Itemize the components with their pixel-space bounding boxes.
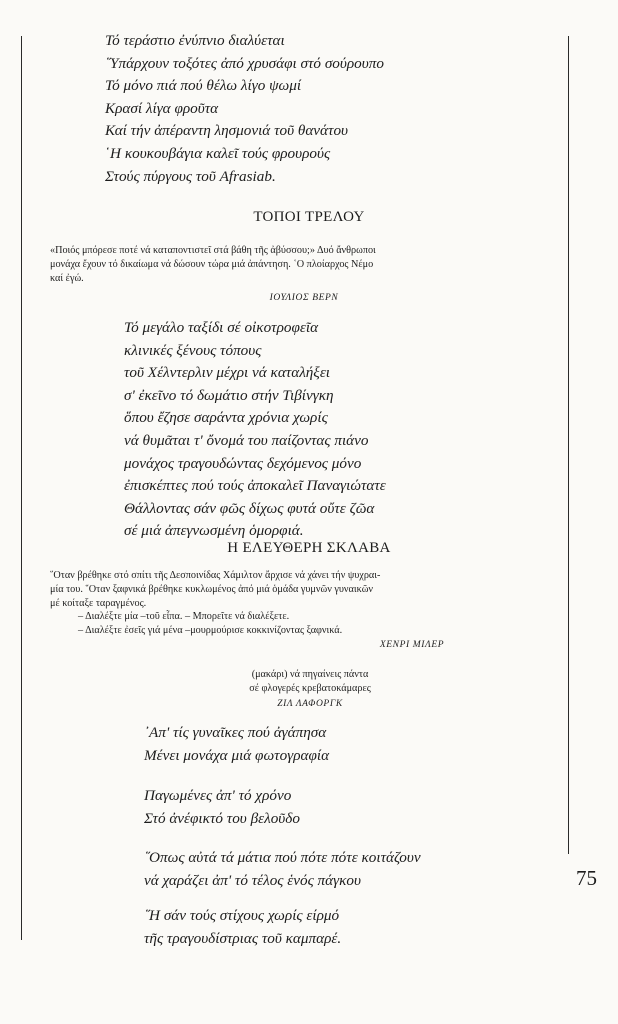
page-number: 75: [576, 866, 597, 890]
poem-line: νά θυμᾶται τ' ὄνομά του παίζοντας πιάνο: [124, 431, 369, 449]
poem-line: ῞Υπάρχουν τοξότες ἀπό χρυσάφι στό σούρουπο: [105, 54, 384, 72]
poem-line: ᾿Απ' τίς γυναῖκες πού ἀγάπησα: [144, 724, 327, 741]
poem-line: Θάλλοντας σάν φῶς δίχως φυτά οὔτε ζῶα: [124, 499, 375, 517]
section2-second-epigraph-attribution: ΖΙΛ ΛΑΦΟΡΓΚ: [277, 699, 343, 709]
poem-line: νά χαράζει ἀπ' τό τέλος ἑνός πάγκου: [144, 871, 361, 889]
poem-line: Μένει μονάχα μιά φωτογραφία: [144, 746, 330, 764]
section2-stanza: [144, 722, 329, 767]
section-title-eleftheri-sklava: Η ΕΛΕΥΘΕΡΗ ΣΚΛΑΒΑ: [227, 540, 391, 556]
epigraph-dialogue-line: – Διαλέξτε μία –τοῦ εἶπα. – Μπορεῖτε νά διαλέξετε.: [78, 611, 290, 623]
epigraph-line: (μακάρι) νά πηγαίνεις πάντα: [251, 669, 369, 680]
section2-epigraph: [50, 569, 380, 638]
top-poem: [105, 30, 384, 188]
epigraph-line: σέ φλογερές κρεβατοκάμαρες: [249, 683, 371, 694]
poem-line: σέ μιά ἀπεγνωσμένη ὁμορφιά.: [124, 522, 304, 540]
poem-line: Κρασί λίγα φροῦτα: [105, 99, 219, 117]
poem-line: ἐπισκέπτες πού τούς ἀποκαλεῖ Παναγιώτατε: [124, 477, 386, 495]
right-margin-rule: [568, 36, 569, 854]
poem-line: Καί τήν ἀπέραντη λησμονιά τοῦ θανάτου: [105, 122, 349, 140]
poem-line: τῆς τραγουδίστριας τοῦ καμπαρέ.: [144, 929, 342, 947]
poem-line: μονάχος τραγουδώντας δεχόμενος μόνο: [124, 454, 362, 472]
poem-line: ῞Η σάν τούς στίχους χωρίς είρμό: [144, 907, 340, 924]
section2-stanza: [144, 905, 341, 950]
poem-line: σ' ἐκεῖνο τό δωμάτιο στήν Τιβίνγκη: [124, 386, 334, 404]
epigraph-line: μέ κοίταξε ταραγμένος.: [50, 597, 147, 609]
poem-line: ῞Οπως αὐτά τά μάτια πού πότε πότε κοιτάζουν: [144, 849, 421, 866]
section2-second-epigraph: [180, 668, 440, 696]
poem-line: ῾Η κουκουβάγια καλεῖ τούς φρουρούς: [105, 144, 331, 162]
poem-line: κλινικές ξένους τόπους: [124, 341, 262, 359]
section2-epigraph-attribution: ΧΕΝΡΙ ΜΙΛΕΡ: [379, 640, 445, 650]
poem-line: τοῦ Χέλντερλιν μέχρι νά καταλήξει: [124, 364, 331, 382]
section2-stanza: [144, 847, 421, 892]
poem-line: ὅπου ἔζησε σαράντα χρόνια χωρίς: [124, 409, 328, 427]
section1-poem: [124, 317, 386, 543]
poem-line: Τό μεγάλο ταξίδι σέ οἰκοτροφεῖα: [124, 319, 319, 336]
section1-epigraph: [50, 244, 376, 285]
poem-line: Στούς πύργους τοῦ Afrasiab.: [105, 167, 276, 185]
poem-line: Τό μόνο πιά πού θέλω λίγο ψωμί: [105, 77, 302, 95]
poem-line: Στό ἀνέφικτό του βελοῦδο: [144, 809, 300, 827]
left-margin-rule: [21, 36, 22, 940]
epigraph-dialogue-line: – Διαλέξτε ἐσεῖς γιά μένα –μουρμούρισε κοκκινίζοντας ξαφνικά.: [78, 625, 343, 637]
poem-line: Τό τεράστιο ἐνύπνιο διαλύεται: [105, 32, 285, 49]
section-title-topoi-trelou: ΤΟΠΟΙ ΤΡΕΛΟΥ: [253, 209, 365, 225]
epigraph-line: καί ἐγώ.: [50, 272, 84, 284]
section2-stanza: [144, 785, 300, 830]
epigraph-line: μία του. ῞Οταν ξαφνικά βρέθηκε κυκλωμένος ἀπό μιά ὁμάδα γυμνῶν γυναικῶν: [50, 583, 374, 595]
poem-line: Παγωμένες ἀπ' τό χρόνο: [144, 787, 292, 804]
epigraph-line: ῞Οταν βρέθηκε στό σπίτι τῆς Δεσποινίδας Χάμιλτον ἄρχισε νά χάνει τήν ψυχραι-: [50, 570, 381, 581]
epigraph-line: «Ποιός μπόρεσε ποτέ νά καταποντιστεῖ στά βάθη τῆς ἀβύσσου;» Δυό ἄνθρωποι: [50, 245, 376, 256]
epigraph-line: μονάχα ἔχουν τό δικαίωμα νά δώσουν τώρα μιά ἀπάντηση. ῾Ο πλοίαρχος Νέμο: [50, 258, 374, 270]
section1-epigraph-attribution: ΙΟΥΛΙΟΣ ΒΕΡΝ: [269, 293, 339, 303]
